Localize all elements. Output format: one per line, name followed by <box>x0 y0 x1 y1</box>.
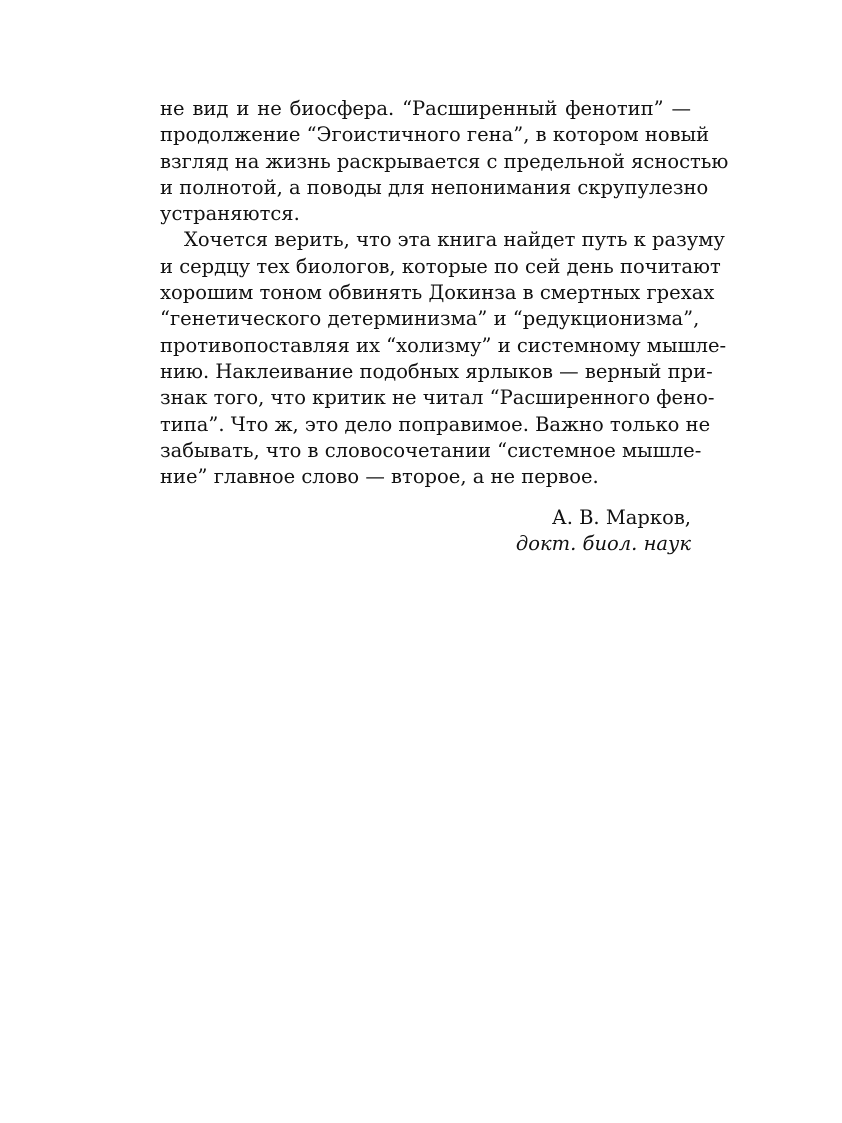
text-line: знак того, что критик не читал “Расширенного фено- <box>160 386 715 410</box>
text-line: типа”. Что ж, это дело поправимое. Важно только не <box>160 412 711 436</box>
text-line: забывать, что в словосочетании “системное мышле- <box>160 438 702 462</box>
text-line: “генетического детерминизма” и “редукционизма”, <box>160 307 700 331</box>
text-line: и полнотой, а поводы для непонимания скрупулезно <box>160 175 709 199</box>
text-line: не вид и не биосфера. “Расширенный фенотип” — <box>160 97 691 120</box>
author-title: докт. биол. наук <box>515 532 691 556</box>
text-line: противопоставляя их “холизму” и системному мышле- <box>160 333 727 357</box>
paragraph-1 <box>160 96 729 227</box>
text-line: ние” главное слово — второе, а не первое. <box>160 465 599 489</box>
text-line: устраняются. <box>160 202 300 226</box>
signature-block <box>516 505 691 558</box>
author-name: А. В. Марков, <box>551 506 691 529</box>
body-text <box>160 96 729 490</box>
text-line: хорошим тоном обвинять Докинза в смертных грехах <box>160 281 715 305</box>
text-line: и сердцу тех биологов, которые по сей день почитают <box>160 254 721 278</box>
paragraph-2 <box>160 227 727 490</box>
text-line: нию. Наклеивание подобных ярлыков — верный при- <box>160 359 713 383</box>
text-line: взгляд на жизнь раскрывается с предельной ясностью <box>160 149 729 173</box>
text-line: Хочется верить, что эта книга найдет путь к разуму <box>184 228 725 252</box>
text-line: продолжение “Эгоистичного гена”, в котором новый <box>160 123 710 147</box>
